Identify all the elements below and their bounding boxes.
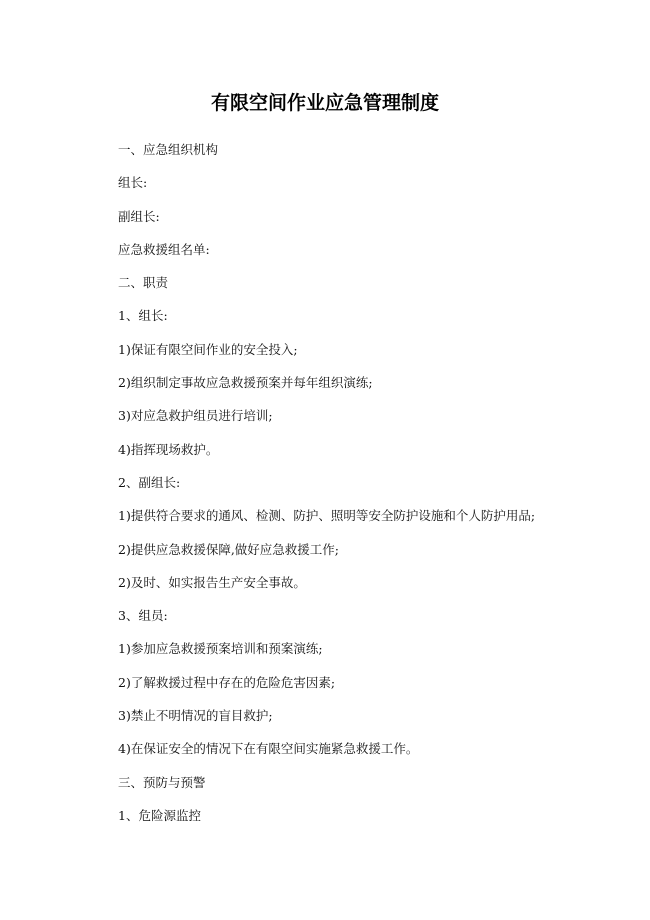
list-item: 1)保证有限空间作业的安全投入; xyxy=(118,341,298,357)
document-body xyxy=(118,140,588,839)
list-item: 2)组织制定事故应急救援预案并每年组织演练; xyxy=(118,375,373,391)
section-heading: 三、预防与预警 xyxy=(118,774,206,790)
subsection-heading: 1、组长: xyxy=(118,308,168,324)
list-item: 2)了解救援过程中存在的危险危害因素; xyxy=(118,674,336,690)
paragraph-line: 应急救援组名单: xyxy=(118,241,210,257)
list-item: 1)提供符合要求的通风、检测、防护、照明等安全防护设施和个人防护用品; xyxy=(118,508,536,524)
subsection-heading: 2、副组长: xyxy=(118,474,181,490)
paragraph-line: 副组长: xyxy=(118,208,160,224)
section-heading: 二、职责 xyxy=(118,275,169,291)
list-item: 2)提供应急救援保障,做好应急救援工作; xyxy=(118,541,340,557)
list-item: 1)参加应急救援预案培训和预案演练; xyxy=(118,641,323,657)
list-item: 3)对应急救护组员进行培训; xyxy=(118,408,273,424)
subsection-heading: 3、组员: xyxy=(118,608,168,624)
paragraph-line: 组长: xyxy=(118,175,148,191)
list-item: 3)禁止不明情况的盲目救护; xyxy=(118,708,273,724)
document-title: 有限空间作业应急管理制度 xyxy=(210,92,439,114)
list-item: 4)指挥现场救护。 xyxy=(118,441,219,457)
list-item: 2)及时、如实报告生产安全事故。 xyxy=(118,574,306,590)
section-heading: 一、应急组织机构 xyxy=(118,142,219,157)
list-item: 4)在保证安全的情况下在有限空间实施紧急救援工作。 xyxy=(118,741,419,757)
subsection-heading: 1、危险源监控 xyxy=(118,807,201,823)
